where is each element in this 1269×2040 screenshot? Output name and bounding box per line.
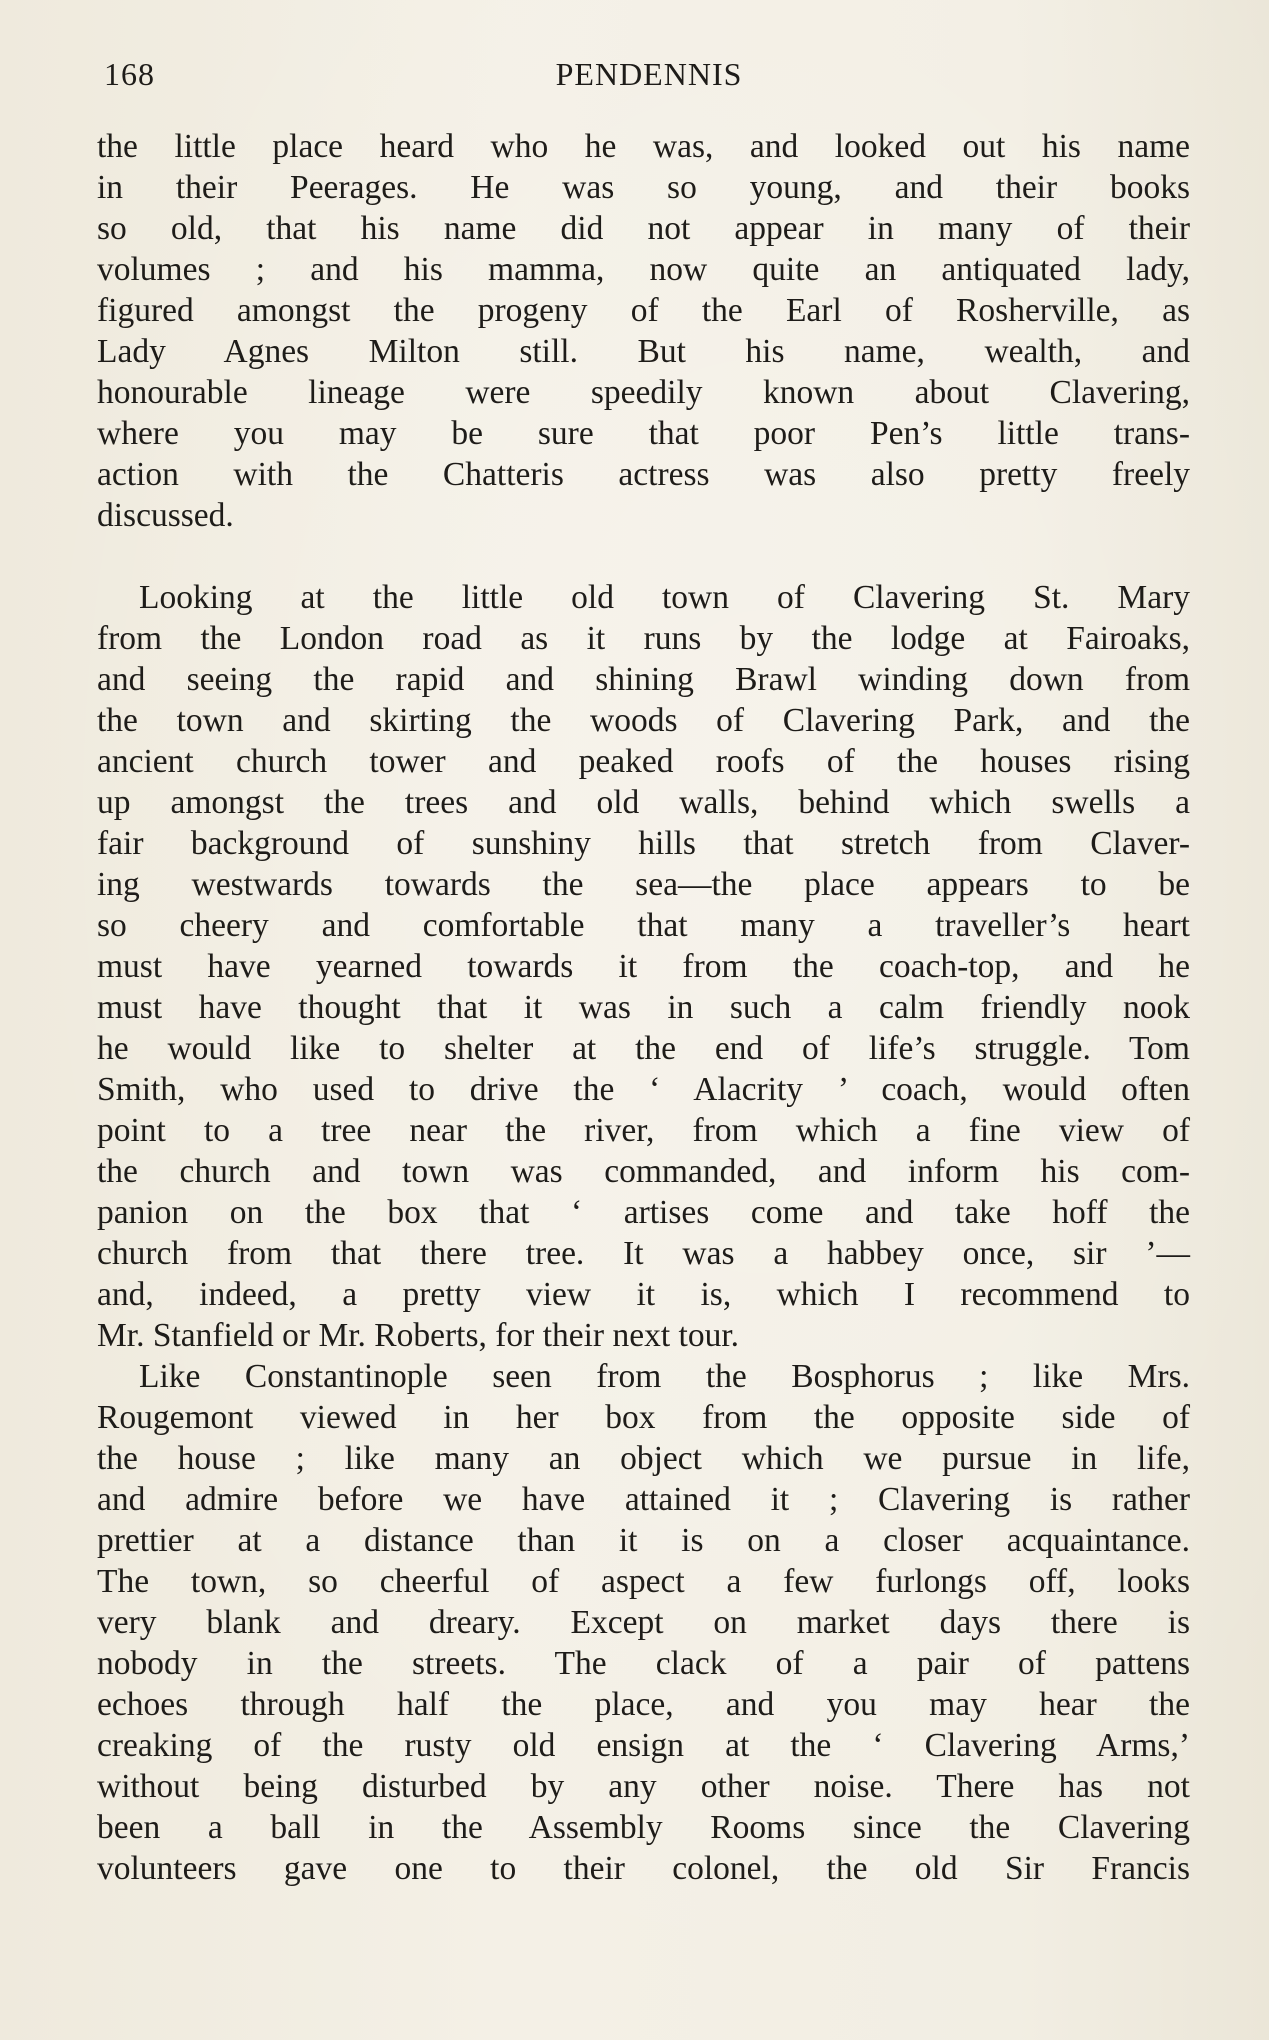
text-line: the little place heard who he was, and looked out his name — [97, 128, 1190, 165]
running-title: PENDENNIS — [555, 56, 743, 92]
text-line: and admire before we have attained it ; Clavering is rather — [97, 1481, 1190, 1518]
text-line: honourable lineage were speedily known about Clavering, — [97, 374, 1190, 411]
text-line: been a ball in the Assembly Rooms since the Clavering — [97, 1809, 1190, 1846]
text-line: volumes ; and his mamma, now quite an antiquated lady, — [97, 251, 1190, 288]
paragraph — [97, 577, 1190, 1356]
text-line: without being disturbed by any other noise. There has not — [97, 1768, 1190, 1805]
text-line: must have yearned towards it from the coach-top, and he — [97, 948, 1190, 985]
text-line: and seeing the rapid and shining Brawl winding down from — [97, 661, 1190, 698]
text-line: discussed. — [97, 497, 234, 534]
text-line: and, indeed, a pretty view it is, which I recommend to — [97, 1276, 1190, 1313]
text-line: echoes through half the place, and you may hear the — [97, 1686, 1190, 1723]
text-line: panion on the box that ‘ artises come and take hoff the — [97, 1194, 1190, 1231]
text-line: Looking at the little old town of Clavering St. Mary — [139, 579, 1190, 616]
text-line: fair background of sunshiny hills that stretch from Claver- — [97, 825, 1190, 862]
paragraph — [97, 126, 1190, 536]
text-line: Rougemont viewed in her box from the opposite side of — [97, 1399, 1190, 1436]
text-line: Smith, who used to drive the ‘ Alacrity ’ coach, would often — [97, 1071, 1190, 1108]
text-line: nobody in the streets. The clack of a pair of pattens — [97, 1645, 1190, 1682]
text-line: ing westwards towards the sea—the place appears to be — [97, 866, 1190, 903]
paragraph-gap — [97, 536, 1190, 577]
text-line: creaking of the rusty old ensign at the ‘ Clavering Arms,’ — [97, 1727, 1190, 1764]
text-line: must have thought that it was in such a calm friendly nook — [97, 989, 1190, 1026]
text-line: the church and town was commanded, and inform his com- — [97, 1153, 1190, 1190]
body-text — [97, 126, 1190, 1889]
text-line: in their Peerages. He was so young, and their books — [97, 169, 1190, 206]
text-line: so cheery and comfortable that many a traveller’s heart — [97, 907, 1190, 944]
text-line: figured amongst the progeny of the Earl of Rosherville, as — [97, 292, 1190, 329]
text-line: so old, that his name did not appear in many of their — [97, 210, 1190, 247]
text-line: up amongst the trees and old walls, behind which swells a — [97, 784, 1190, 821]
text-line: the town and skirting the woods of Clavering Park, and the — [97, 702, 1190, 739]
text-line: he would like to shelter at the end of life’s struggle. Tom — [97, 1030, 1190, 1067]
text-line: Mr. Stanfield or Mr. Roberts, for their next tour. — [97, 1317, 739, 1354]
text-line: prettier at a distance than it is on a closer acquaintance. — [97, 1522, 1190, 1559]
text-line: from the London road as it runs by the lodge at Fairoaks, — [97, 620, 1190, 657]
text-line: point to a tree near the river, from which a fine view of — [97, 1112, 1190, 1149]
text-line: very blank and dreary. Except on market days there is — [97, 1604, 1190, 1641]
text-line: action with the Chatteris actress was also pretty freely — [97, 456, 1190, 493]
text-line: ancient church tower and peaked roofs of the houses rising — [97, 743, 1190, 780]
paragraph — [97, 1356, 1190, 1889]
text-line: volunteers gave one to their colonel, the old Sir Francis — [97, 1850, 1190, 1887]
text-line: The town, so cheerful of aspect a few furlongs off, looks — [97, 1563, 1190, 1600]
text-line: the house ; like many an object which we pursue in life, — [97, 1440, 1190, 1477]
text-line: Like Constantinople seen from the Bosphorus ; like Mrs. — [139, 1358, 1190, 1395]
page-header — [104, 56, 1194, 106]
text-line: Lady Agnes Milton still. But his name, wealth, and — [97, 333, 1190, 370]
text-line: church from that there tree. It was a habbey once, sir ’— — [97, 1235, 1190, 1272]
page-number: 168 — [104, 56, 155, 92]
text-line: where you may be sure that poor Pen’s little trans- — [97, 415, 1190, 452]
